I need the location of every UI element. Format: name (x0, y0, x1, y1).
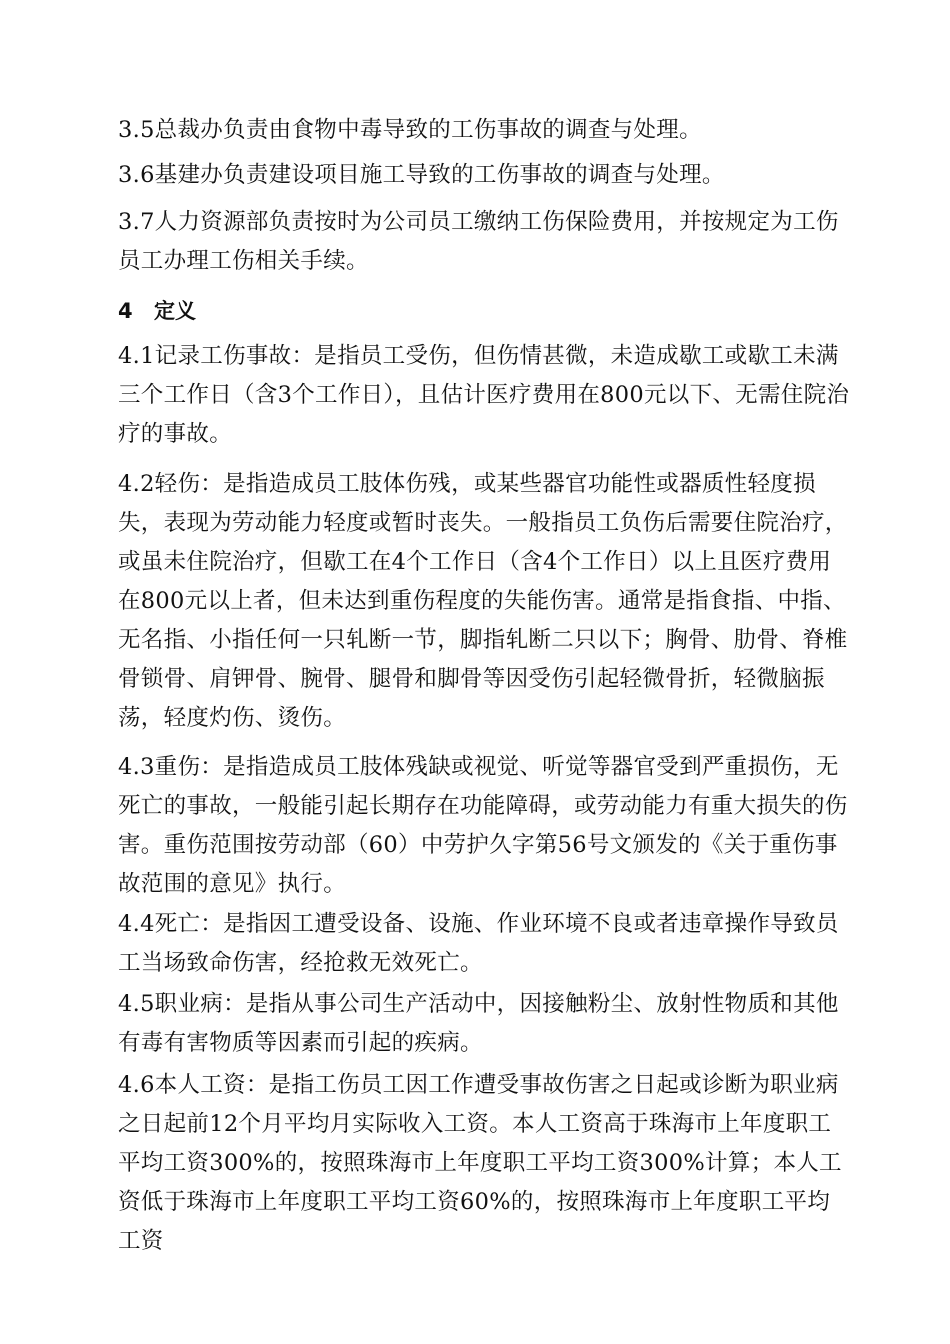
section-title: 定义 (154, 299, 196, 323)
section-number: 4 (118, 299, 133, 323)
clause-3-6: 3.6基建办负责建设项目施工导致的工伤事故的调查与处理。 (118, 162, 725, 188)
clause-4-5: 4.5职业病：是指从事公司生产活动中，因接触粉尘、放射性物质和其他有毒有害物质等因素而引起的疾病。 (118, 991, 839, 1056)
clause-4-3: 4.3重伤：是指造成员工肢体残缺或视觉、听觉等器官受到严重损伤，无死亡的事故，一般能引起长期存在功能障碍，或劳动能力有重大损失的伤害。重伤范围按劳动部（60）中劳护久字第56号文颁发的《关于重伤事故范围的意见》执行。 (118, 754, 848, 897)
section-heading-definitions (118, 296, 196, 326)
clause-3-5: 3.5总裁办负责由食物中毒导致的工伤事故的调查与处理。 (118, 117, 702, 143)
clause-4-6: 4.6本人工资：是指工伤员工因工作遭受事故伤害之日起或诊断为职业病之日起前12个月平均月实际收入工资。本人工资高于珠海市上年度职工平均工资300%的，按照珠海市上年度职工平均工资300%计算；本人工资低于珠海市上年度职工平均工资60%的，按照珠海市上年度职工平均工资 (118, 1072, 842, 1254)
clause-4-1: 4.1记录工伤事故：是指员工受伤，但伤情甚微，未造成歇工或歇工未满三个工作日（含3个工作日），且估计医疗费用在800元以下、无需住院治疗的事故。 (118, 343, 850, 447)
clause-4-4: 4.4死亡：是指因工遭受设备、设施、作业环境不良或者违章操作导致员工当场致命伤害，经抢救无效死亡。 (118, 911, 839, 976)
clause-4-2: 4.2轻伤：是指造成员工肢体伤残，或某些器官功能性或器质性轻度损失，表现为劳动能力轻度或暂时丧失。一般指员工负伤后需要住院治疗，或虽未住院治疗，但歇工在4个工作日（含4个工作日）以上且医疗费用在800元以上者，但未达到重伤程度的失能伤害。通常是指食指、中指、无名指、小指任何一只轧断一节，脚指轧断二只以下；胸骨、肋骨、脊椎骨锁骨、肩钾骨、腕骨、腿骨和脚骨等因受伤引起轻微骨折，轻微脑振荡，轻度灼伤、烫伤。 (118, 471, 848, 731)
clause-3-7: 3.7人力资源部负责按时为公司员工缴纳工伤保险费用，并按规定为工伤员工办理工伤相关手续。 (118, 209, 839, 274)
